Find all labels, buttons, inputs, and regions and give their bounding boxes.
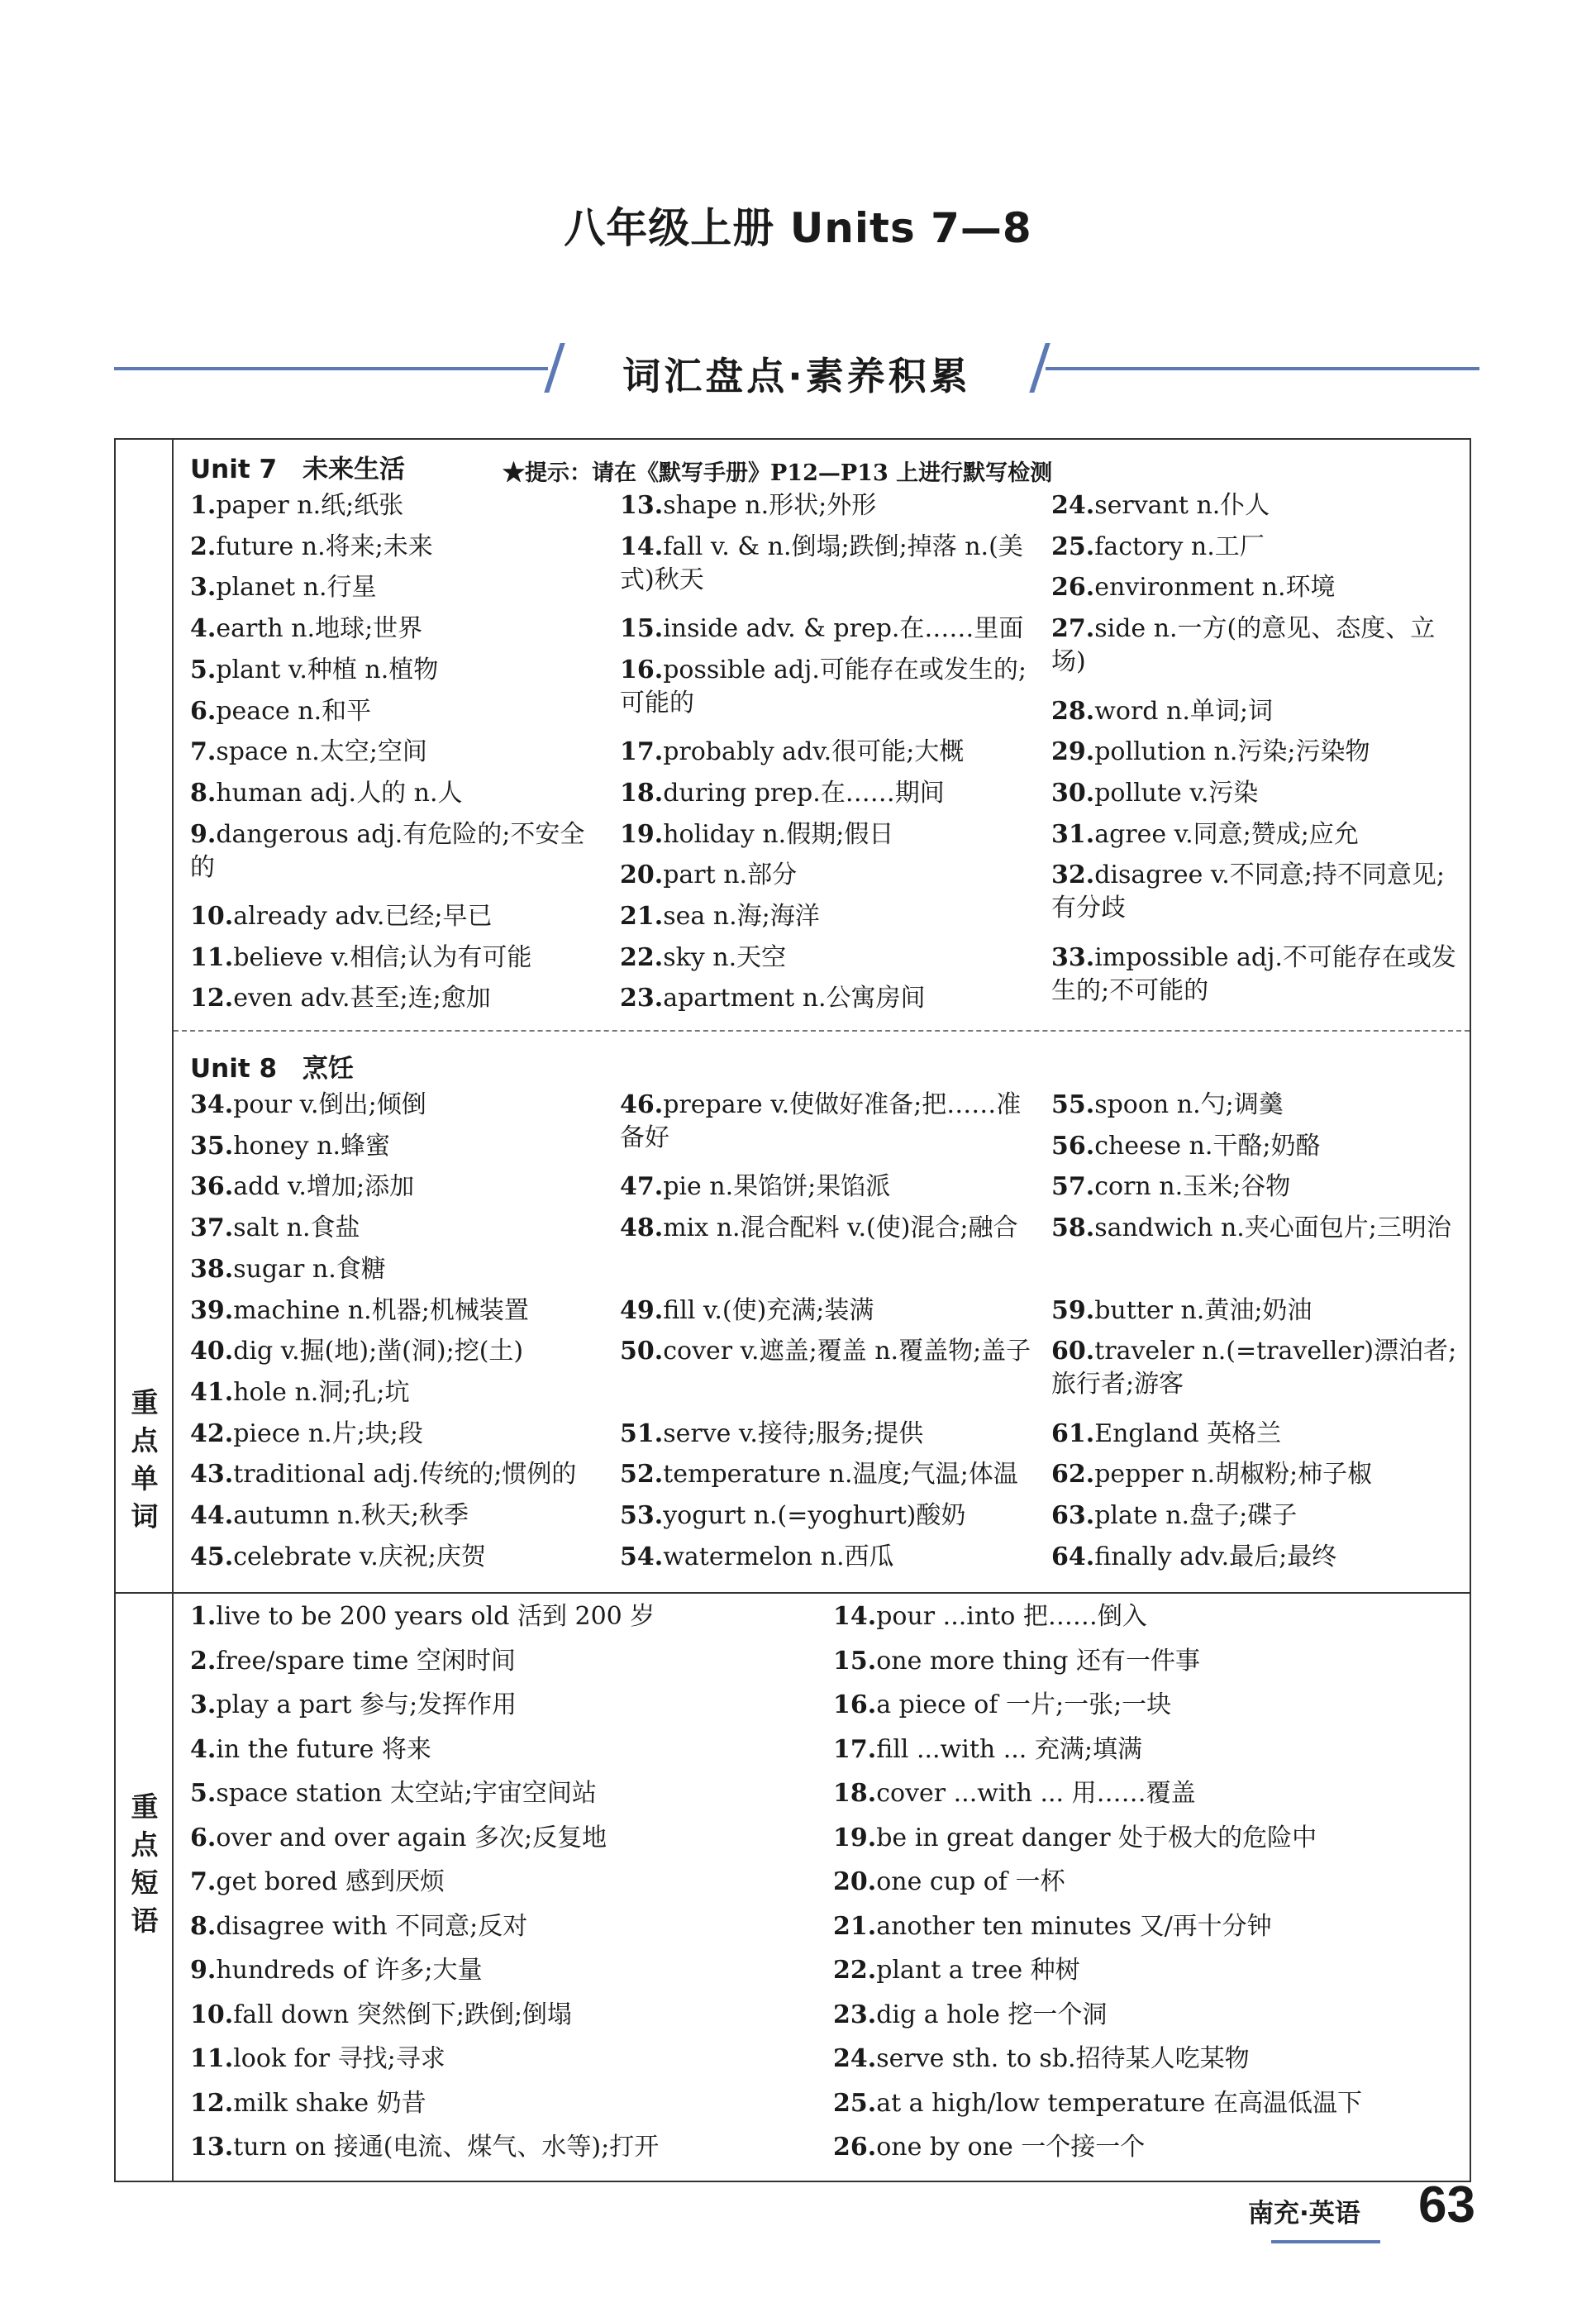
- item-text: another ten minutes 又/再十分钟: [876, 1911, 1272, 1941]
- item-number: 54.: [620, 1542, 664, 1571]
- item-text: serve sth. to sb.招待某人吃某物: [876, 2044, 1250, 2073]
- item-number: 6.: [190, 1823, 217, 1852]
- item-text: one by one 一个接一个: [876, 2133, 1146, 2162]
- item-number: 49.: [620, 1295, 664, 1325]
- list-item: [620, 1458, 1033, 1491]
- list-item: [833, 1999, 1461, 2032]
- item-number: 34.: [190, 1090, 234, 1119]
- list-item: [190, 1866, 818, 1899]
- item-text: plant v.种植 n.植物: [216, 655, 439, 684]
- item-text: honey n.蜂蜜: [233, 1131, 391, 1161]
- item-number: 62.: [1051, 1460, 1095, 1490]
- item-number: 18.: [833, 1779, 877, 1808]
- item-number: 14.: [833, 1602, 877, 1631]
- item-text: environment n.环境: [1094, 573, 1336, 603]
- list-item: [620, 1541, 1033, 1574]
- key-phrases-box: [114, 1594, 1471, 2182]
- item-text: yogurt n.(=yoghurt)酸奶: [663, 1501, 966, 1530]
- item-text: holiday n.假期;假日: [663, 819, 894, 849]
- item-text: cover ...with ... 用……覆盖: [876, 1779, 1196, 1808]
- item-text: finally adv.最后;最终: [1094, 1542, 1337, 1571]
- list-item: [620, 489, 1033, 522]
- list-item: [620, 777, 1033, 810]
- item-number: 7.: [190, 1867, 217, 1896]
- item-text: pie n.果馅饼;果馅派: [663, 1172, 891, 1202]
- list-item: [1051, 695, 1465, 728]
- list-item: [190, 1733, 818, 1766]
- item-text: milk shake 奶昔: [233, 2088, 426, 2118]
- list-item: [190, 1600, 818, 1633]
- list-item: [833, 1777, 1461, 1810]
- item-text: factory n.工厂: [1094, 532, 1265, 561]
- item-text: cover v.遮盖;覆盖 n.覆盖物;盖子: [663, 1337, 1031, 1366]
- item-text: believe v.相信;认为有可能: [233, 942, 532, 972]
- footer-subject: 南充·英语: [1248, 2199, 1360, 2229]
- item-number: 31.: [1051, 819, 1095, 849]
- item-text: earth n.地球;世界: [216, 614, 423, 644]
- item-number: 12.: [190, 2088, 234, 2118]
- list-item: [190, 1458, 603, 1491]
- item-text: one more thing 还有一件事: [876, 1646, 1201, 1676]
- list-item: [1051, 1541, 1465, 1574]
- item-number: 1.: [190, 491, 217, 520]
- list-item: [620, 1418, 1033, 1451]
- item-text: apartment n.公寓房间: [663, 984, 926, 1013]
- list-item: [190, 1170, 603, 1204]
- item-text: servant n.仆人: [1094, 491, 1270, 520]
- item-text: plate n.盘子;碟子: [1094, 1501, 1298, 1530]
- item-number: 9.: [190, 1956, 217, 1985]
- item-number: 60.: [1051, 1337, 1095, 1366]
- item-number: 23.: [833, 2000, 877, 2029]
- list-item: [833, 1954, 1461, 1987]
- list-item: [190, 1253, 603, 1286]
- item-number: 51.: [620, 1418, 664, 1448]
- item-text: inside adv. & prep.在……里面: [663, 614, 1024, 644]
- list-item: [190, 1689, 818, 1722]
- item-number: 46.: [620, 1090, 664, 1119]
- item-number: 4.: [190, 614, 217, 644]
- side-label-char: 单: [131, 1462, 159, 1495]
- list-item: [620, 818, 1033, 851]
- list-item: [1051, 489, 1465, 522]
- item-text: sandwich n.夹心面包片;三明治: [1094, 1213, 1451, 1243]
- list-item: [833, 1822, 1461, 1855]
- key-words-side-column: [116, 440, 174, 1592]
- item-text: pollution n.污染;污染物: [1094, 737, 1370, 767]
- item-text: celebrate v.庆祝;庆贺: [233, 1542, 486, 1571]
- item-text: dangerous adj.有危险的;不安全的: [190, 819, 585, 882]
- list-item: [620, 942, 1033, 975]
- item-number: 8.: [190, 1911, 217, 1941]
- item-number: 58.: [1051, 1213, 1095, 1243]
- list-item: [190, 1089, 603, 1122]
- item-number: 64.: [1051, 1542, 1095, 1571]
- list-item: [190, 1954, 818, 1987]
- item-number: 50.: [620, 1337, 664, 1366]
- item-text: traditional adj.传统的;惯例的: [233, 1460, 577, 1490]
- list-item: [1051, 1499, 1465, 1533]
- item-text: be in great danger 处于极大的危险中: [876, 1823, 1317, 1852]
- list-item: [620, 900, 1033, 933]
- item-text: plant a tree 种树: [876, 1956, 1080, 1985]
- item-number: 19.: [833, 1823, 877, 1852]
- item-number: 37.: [190, 1213, 234, 1243]
- list-item: [1051, 571, 1465, 604]
- item-number: 13.: [190, 2133, 234, 2162]
- item-text: disagree with 不同意;反对: [216, 1911, 528, 1941]
- item-number: 23.: [620, 984, 664, 1013]
- item-number: 11.: [190, 942, 234, 972]
- list-item: [1051, 1335, 1465, 1401]
- item-text: impossible adj.不可能存在或发生的;不可能的: [1051, 942, 1456, 1005]
- list-item: [833, 1866, 1461, 1899]
- list-item: [190, 1294, 603, 1328]
- item-text: turn on 接通(电流、煤气、水等);打开: [233, 2133, 660, 2162]
- item-text: traveler n.(=traveller)漂泊者;旅行者;游客: [1051, 1337, 1457, 1399]
- item-number: 45.: [190, 1542, 234, 1571]
- list-item: [620, 1212, 1033, 1245]
- list-item: [190, 1335, 603, 1368]
- side-label-char: 短: [131, 1866, 159, 1899]
- list-item: [190, 777, 603, 810]
- item-text: space n.太空;空间: [216, 737, 427, 767]
- side-label-char: 点: [131, 1424, 159, 1456]
- item-number: 55.: [1051, 1090, 1095, 1119]
- list-item: [190, 531, 603, 564]
- hint-text: ★提示：请在《默写手册》P12—P13 上进行默写检测: [503, 460, 1053, 486]
- item-number: 56.: [1051, 1131, 1095, 1161]
- item-number: 11.: [190, 2044, 234, 2073]
- page-number: 63: [1418, 2176, 1475, 2234]
- list-item: [190, 1130, 603, 1163]
- list-item: [190, 1499, 603, 1533]
- item-text: machine n.机器;机械装置: [233, 1295, 529, 1325]
- item-number: 4.: [190, 1734, 217, 1764]
- item-number: 24.: [1051, 491, 1095, 520]
- list-item: [620, 531, 1033, 597]
- list-item: [833, 1600, 1461, 1633]
- item-number: 20.: [833, 1867, 877, 1896]
- key-phrases-side-column: [116, 1594, 174, 2181]
- item-text: butter n.黄油;奶油: [1094, 1295, 1313, 1325]
- list-item: [1051, 818, 1465, 851]
- list-item: [190, 942, 603, 975]
- item-text: pollute v.污染: [1094, 778, 1259, 808]
- list-item: [620, 654, 1033, 720]
- item-text: at a high/low temperature 在高温低温下: [876, 2088, 1362, 2118]
- list-item: [190, 1999, 818, 2032]
- unit7-heading: Unit 7 未来生活: [190, 455, 406, 484]
- item-number: 10.: [190, 902, 234, 931]
- list-item: [620, 613, 1033, 646]
- list-item: [190, 1645, 818, 1678]
- item-number: 47.: [620, 1172, 664, 1202]
- item-number: 30.: [1051, 778, 1095, 808]
- item-number: 10.: [190, 2000, 234, 2029]
- item-number: 2.: [190, 532, 217, 561]
- item-text: disagree v.不同意;持不同意见;有分歧: [1051, 861, 1446, 923]
- item-number: 27.: [1051, 614, 1095, 644]
- list-item: [190, 1822, 818, 1855]
- item-number: 7.: [190, 737, 217, 767]
- item-number: 39.: [190, 1295, 234, 1325]
- item-text: space station 太空站;宇宙空间站: [216, 1779, 597, 1808]
- item-number: 9.: [190, 819, 217, 849]
- item-text: dig v.掘(地);凿(洞);挖(土): [233, 1337, 524, 1366]
- item-text: paper n.纸;纸张: [216, 491, 404, 520]
- item-number: 38.: [190, 1254, 234, 1284]
- list-item: [190, 695, 603, 728]
- item-number: 16.: [833, 1690, 877, 1719]
- item-number: 57.: [1051, 1172, 1095, 1202]
- item-text: fall v. & n.倒塌;跌倒;掉落 n.(美式)秋天: [620, 532, 1023, 594]
- item-number: 32.: [1051, 861, 1095, 890]
- item-number: 21.: [620, 902, 664, 931]
- list-item: [190, 1777, 818, 1810]
- item-number: 52.: [620, 1460, 664, 1490]
- list-item: [620, 859, 1033, 892]
- item-number: 28.: [1051, 696, 1095, 726]
- page-title: 八年级上册 Units 7—8: [564, 204, 1032, 252]
- list-item: [190, 2087, 818, 2120]
- item-text: watermelon n.西瓜: [663, 1542, 894, 1571]
- section-banner: [114, 343, 1479, 398]
- item-text: piece n.片;块;段: [233, 1418, 423, 1448]
- item-number: 5.: [190, 1779, 217, 1808]
- list-item: [190, 613, 603, 646]
- item-text: hole n.洞;孔;坑: [233, 1377, 410, 1407]
- item-text: fall down 突然倒下;跌倒;倒塌: [233, 2000, 572, 2029]
- item-number: 42.: [190, 1418, 234, 1448]
- item-number: 8.: [190, 778, 217, 808]
- list-item: [620, 1294, 1033, 1328]
- item-text: fill v.(使)充满;装满: [663, 1295, 874, 1325]
- item-text: autumn n.秋天;秋季: [233, 1501, 469, 1530]
- item-text: salt n.食盐: [233, 1213, 360, 1243]
- list-item: [620, 1170, 1033, 1204]
- list-item: [833, 1910, 1461, 1943]
- item-text: look for 寻找;寻求: [233, 2044, 445, 2073]
- item-text: corn n.玉米;谷物: [1094, 1172, 1291, 1202]
- list-item: [190, 2131, 818, 2164]
- list-item: [1051, 613, 1465, 679]
- item-text: in the future 将来: [216, 1734, 431, 1764]
- unit8-heading: Unit 8 烹饪: [190, 1054, 355, 1084]
- item-text: peace n.和平: [216, 696, 372, 726]
- list-item: [620, 736, 1033, 769]
- item-number: 2.: [190, 1646, 217, 1676]
- item-number: 6.: [190, 696, 217, 726]
- item-number: 22.: [620, 942, 664, 972]
- key-words-label: [116, 1384, 174, 1536]
- item-text: pepper n.胡椒粉;柿子椒: [1094, 1460, 1373, 1490]
- list-item: [833, 2131, 1461, 2164]
- item-text: hundreds of 许多;大量: [216, 1956, 483, 1985]
- list-item: [833, 2043, 1461, 2076]
- list-item: [833, 1645, 1461, 1678]
- side-label-char: 语: [131, 1905, 159, 1937]
- item-number: 15.: [833, 1646, 877, 1676]
- list-item: [1051, 736, 1465, 769]
- item-text: word n.单词;词: [1094, 696, 1273, 726]
- list-item: [190, 818, 603, 884]
- item-number: 13.: [620, 491, 664, 520]
- item-text: agree v.同意;赞成;应允: [1094, 819, 1359, 849]
- item-text: over and over again 多次;反复地: [216, 1823, 607, 1852]
- item-number: 3.: [190, 1690, 217, 1719]
- list-item: [1051, 1458, 1465, 1491]
- item-number: 63.: [1051, 1501, 1095, 1530]
- item-number: 53.: [620, 1501, 664, 1530]
- side-label-char: 重: [131, 1386, 159, 1418]
- item-number: 33.: [1051, 942, 1095, 972]
- item-number: 3.: [190, 573, 217, 603]
- list-item: [1051, 1418, 1465, 1451]
- item-number: 21.: [833, 1911, 877, 1941]
- item-text: one cup of 一杯: [876, 1867, 1065, 1896]
- item-text: pour ...into 把……倒入: [876, 1602, 1147, 1631]
- item-text: even adv.甚至;连;愈加: [233, 984, 491, 1013]
- item-number: 44.: [190, 1501, 234, 1530]
- list-item: [190, 736, 603, 769]
- item-text: dig a hole 挖一个洞: [876, 2000, 1108, 2029]
- item-text: play a part 参与;发挥作用: [216, 1690, 517, 1719]
- item-number: 20.: [620, 861, 664, 890]
- list-item: [620, 1089, 1033, 1155]
- list-item: [833, 1733, 1461, 1766]
- item-number: 25.: [833, 2088, 877, 2118]
- item-text: future n.将来;未来: [216, 532, 433, 561]
- item-text: side n.一方(的意见、态度、立场): [1051, 614, 1436, 677]
- item-text: already adv.已经;早已: [233, 902, 493, 931]
- item-text: get bored 感到厌烦: [216, 1867, 445, 1896]
- list-item: [190, 654, 603, 687]
- list-item: [1051, 1170, 1465, 1204]
- item-text: possible adj.可能存在或发生的;可能的: [620, 655, 1027, 718]
- list-item: [1051, 942, 1465, 1008]
- item-number: 35.: [190, 1131, 234, 1161]
- item-text: sky n.天空: [663, 942, 787, 972]
- list-item: [1051, 859, 1465, 925]
- banner-text: 词汇盘点·素养积累: [622, 354, 971, 398]
- list-item: [1051, 1212, 1465, 1245]
- item-text: free/spare time 空闲时间: [216, 1646, 516, 1676]
- list-item: [620, 1335, 1033, 1368]
- list-item: [190, 489, 603, 522]
- item-number: 29.: [1051, 737, 1095, 767]
- item-number: 17.: [620, 737, 664, 767]
- item-text: mix n.混合配料 v.(使)混合;融合: [663, 1213, 1018, 1243]
- item-text: planet n.行星: [216, 573, 377, 603]
- item-text: serve v.接待;服务;提供: [663, 1418, 924, 1448]
- item-number: 40.: [190, 1337, 234, 1366]
- item-text: England 英格兰: [1094, 1418, 1282, 1448]
- item-number: 25.: [1051, 532, 1095, 561]
- list-item: [1051, 1130, 1465, 1163]
- list-item: [1051, 1294, 1465, 1328]
- item-number: 14.: [620, 532, 664, 561]
- item-text: spoon n.勺;调羹: [1094, 1090, 1284, 1119]
- list-item: [1051, 531, 1465, 564]
- item-number: 18.: [620, 778, 664, 808]
- item-text: cheese n.干酪;奶酪: [1094, 1131, 1321, 1161]
- banner-line-left: [114, 367, 548, 370]
- list-item: [190, 900, 603, 933]
- item-text: fill ...with ... 充满;填满: [876, 1734, 1142, 1764]
- item-text: sea n.海;海洋: [663, 902, 820, 931]
- key-phrases-label: [116, 1788, 174, 1940]
- item-number: 16.: [620, 655, 664, 684]
- key-words-box: [114, 438, 1471, 1594]
- list-item: [1051, 777, 1465, 810]
- item-number: 15.: [620, 614, 664, 644]
- list-item: [190, 1212, 603, 1245]
- item-number: 12.: [190, 984, 234, 1013]
- list-item: [190, 1376, 603, 1409]
- item-number: 26.: [833, 2133, 877, 2162]
- list-item: [833, 2087, 1461, 2120]
- list-item: [190, 982, 603, 1015]
- item-number: 43.: [190, 1460, 234, 1490]
- list-item: [190, 571, 603, 604]
- item-text: a piece of 一片;一张;一块: [876, 1690, 1172, 1719]
- banner-line-right: [1046, 367, 1479, 370]
- item-text: shape n.形状;外形: [663, 491, 877, 520]
- item-number: 41.: [190, 1377, 234, 1407]
- item-text: add v.增加;添加: [233, 1172, 415, 1202]
- side-label-char: 词: [131, 1500, 159, 1533]
- item-text: live to be 200 years old 活到 200 岁: [216, 1602, 655, 1631]
- footer-underline: [1271, 2240, 1380, 2243]
- item-text: part n.部分: [663, 861, 798, 890]
- list-item: [833, 1689, 1461, 1722]
- list-item: [190, 1910, 818, 1943]
- unit-divider: [174, 1030, 1470, 1032]
- item-number: 48.: [620, 1213, 664, 1243]
- side-label-char: 点: [131, 1828, 159, 1861]
- item-number: 5.: [190, 655, 217, 684]
- list-item: [620, 982, 1033, 1015]
- item-text: probably adv.很可能;大概: [663, 737, 965, 767]
- item-number: 22.: [833, 1956, 877, 1985]
- item-text: during prep.在……期间: [663, 778, 945, 808]
- item-number: 24.: [833, 2044, 877, 2073]
- item-text: human adj.人的 n.人: [216, 778, 463, 808]
- item-text: pour v.倒出;倾倒: [233, 1090, 426, 1119]
- item-number: 59.: [1051, 1295, 1095, 1325]
- item-number: 36.: [190, 1172, 234, 1202]
- item-text: temperature n.温度;气温;体温: [663, 1460, 1018, 1490]
- item-number: 26.: [1051, 573, 1095, 603]
- list-item: [1051, 1089, 1465, 1122]
- item-text: prepare v.使做好准备;把……准备好: [620, 1090, 1022, 1152]
- item-number: 19.: [620, 819, 664, 849]
- item-number: 1.: [190, 1602, 217, 1631]
- item-text: sugar n.食糖: [233, 1254, 386, 1284]
- list-item: [620, 1499, 1033, 1533]
- list-item: [190, 1418, 603, 1451]
- side-label-char: 重: [131, 1790, 159, 1823]
- list-item: [190, 1541, 603, 1574]
- item-number: 61.: [1051, 1418, 1095, 1448]
- list-item: [190, 2043, 818, 2076]
- item-number: 17.: [833, 1734, 877, 1764]
